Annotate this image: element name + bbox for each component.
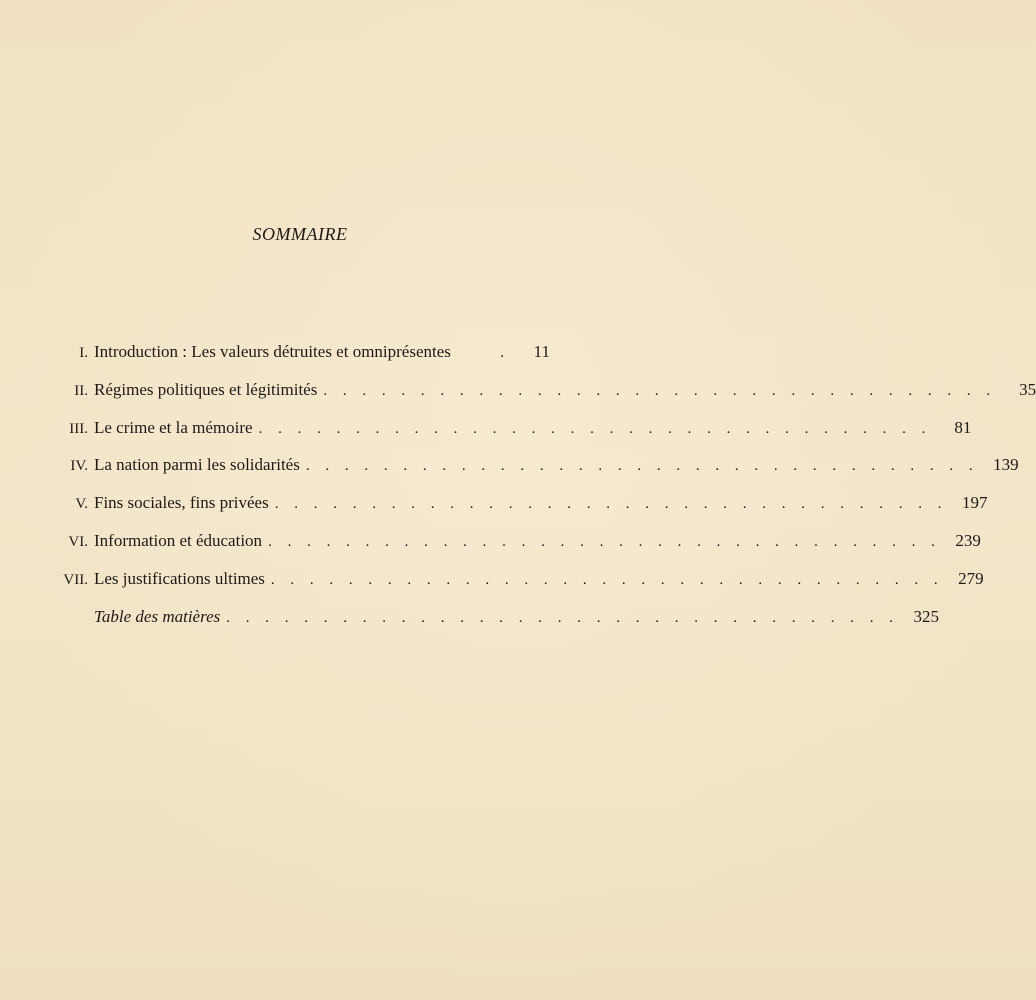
toc-entry	[40, 530, 981, 569]
toc-entry	[40, 606, 939, 645]
page-number: 139	[993, 455, 1019, 475]
page-number: 325	[913, 606, 939, 626]
chapter-title: Introduction : Les valeurs détruites et omniprésentes	[94, 342, 451, 361]
chapter-number: III.	[69, 420, 88, 437]
toc-entry	[40, 417, 972, 456]
chapter-title: Le crime et la mémoire	[94, 417, 253, 437]
toc-entry	[40, 455, 1019, 493]
chapter-title: Table des matières	[94, 606, 221, 626]
dot-leader: . . . . . . . . . . . . . . . . . . . . . . . . . . . . . . . . . . .	[323, 382, 997, 399]
chapter-number: I.	[79, 345, 88, 361]
chapter-number: V.	[75, 496, 88, 513]
page-number: 197	[961, 493, 988, 513]
chapter-title: La nation parmi les solidarités	[94, 455, 300, 475]
page-number: 81	[954, 417, 972, 437]
table-of-contents	[40, 342, 1036, 644]
toc-entry	[40, 342, 550, 380]
chapter-title: Information et éducation	[94, 530, 263, 550]
toc-entry	[40, 568, 984, 607]
chapter-title: Les justifications ultimes	[94, 568, 265, 588]
page-number: 239	[955, 530, 981, 550]
chapter-title: Régimes politiques et légitimités	[94, 379, 318, 399]
dot-leader: . . . . . . . . . . . . . . . . . . . . . . . . . . . . . . . . . . .	[270, 571, 944, 588]
page-number: 279	[958, 568, 984, 588]
chapter-number: VI.	[68, 533, 88, 550]
dot-leader: . . . . . . . . . . . . . . . . . . . . . . . . . . . . . . . . . . .	[305, 458, 979, 475]
page-title: SOMMAIRE	[252, 224, 348, 244]
dot-leader: . . . . . . . . . . . . . . . . . . . . . . . . . . . . . . . . . . .	[268, 533, 941, 550]
chapter-number: IV.	[70, 458, 88, 475]
dot-leader: . . . . . . . . . . . . . . . . . . . . . . . . . . . . . . . . . . .	[274, 496, 948, 513]
chapter-number: VII.	[63, 571, 88, 588]
dot-leader: .	[500, 345, 510, 361]
chapter-number: II.	[74, 382, 88, 399]
page-number: 11	[533, 342, 550, 361]
dot-leader: . . . . . . . . . . . . . . . . . . . . . . . . . . . . . . . . . . .	[258, 420, 932, 437]
page-number: 35	[1019, 379, 1036, 399]
toc-entry	[40, 379, 1036, 418]
toc-entry	[40, 493, 988, 531]
dot-leader: . . . . . . . . . . . . . . . . . . . . . . . . . . . . . . . . . . .	[226, 609, 899, 626]
chapter-title: Fins sociales, fins privées	[94, 493, 269, 513]
